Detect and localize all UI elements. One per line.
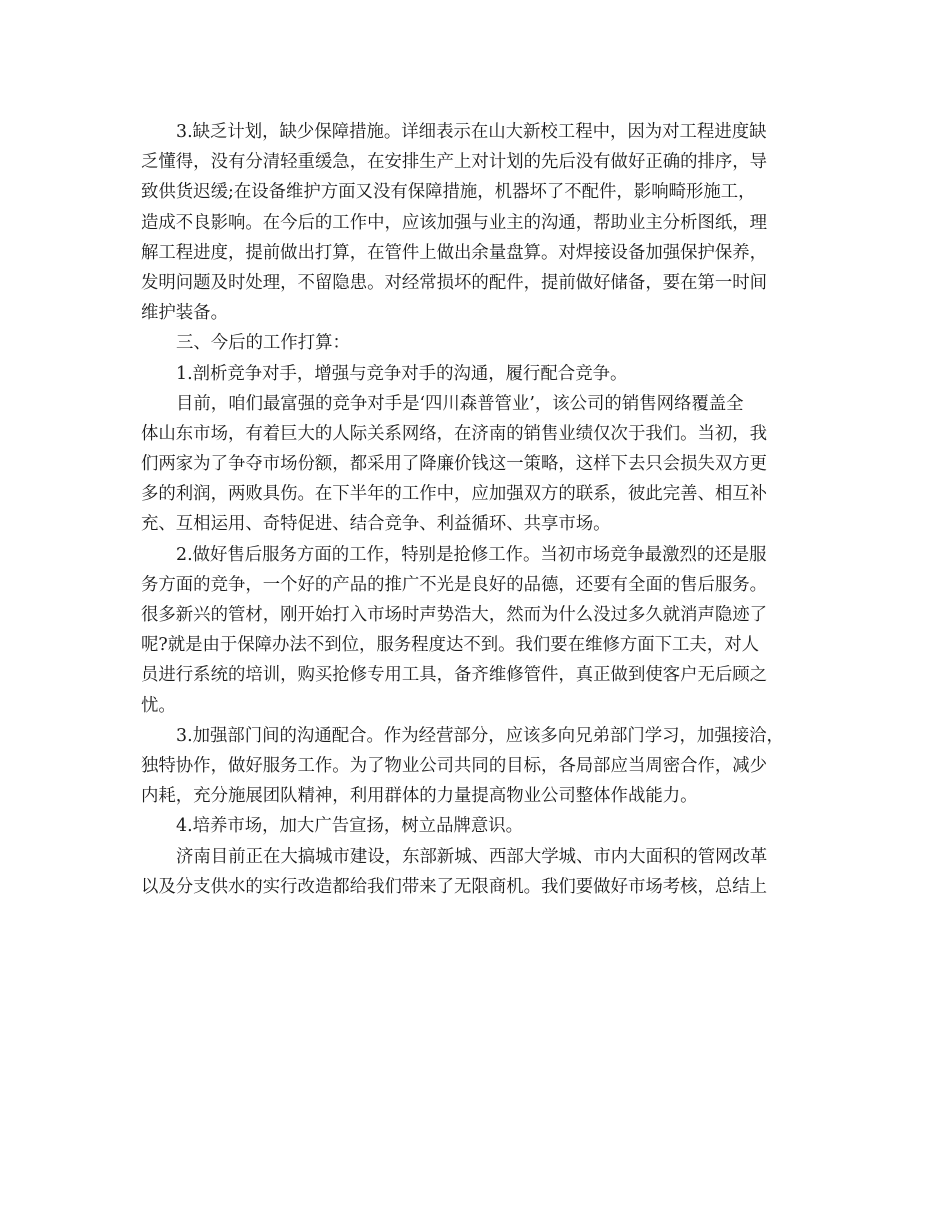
- text-line: 充、互相运用、奇特促进、结合竞争、利益循环、共享市场。: [141, 514, 611, 535]
- subsection-heading: 4.培养市场，加大广告宣扬，树立品牌意识。: [176, 816, 524, 837]
- text-line: 解工程进度，提前做出打算，在管件上做出余量盘算。对焊接设备加强保护保养，: [141, 242, 768, 263]
- text-line: 2.做好售后服务方面的工作，特别是抢修工作。当初市场竞争最激烈的还是服: [176, 544, 767, 565]
- text-line: 呢?就是由于保障办法不到位，服务程度达不到。我们要在维修方面下工夫，对人: [141, 635, 759, 656]
- text-line: 员进行系统的培训，购买抢修专用工具，备齐维修管件，真正做到使客户无后顾之: [141, 665, 768, 686]
- text-line: 3.缺乏计划，缺少保障措施。详细表示在山大新校工程中，因为对工程进度缺: [176, 122, 767, 142]
- text-line: 致供货迟缓;在设备维护方面又没有保障措施，机器坏了不配件，影响畸形施工，: [141, 182, 756, 203]
- text-line: 忧。: [141, 695, 176, 716]
- text-line: 济南目前正在大搞城市建设，东部新城、西部大学城、市内大面积的管网改革: [176, 846, 768, 867]
- text-line: 独特协作，做好服务工作。为了物业公司共同的目标，各局部应当周密合作，减少: [141, 755, 768, 776]
- text-line: 发明问题及时处理，不留隐患。对经常损坏的配件，提前做好储备，要在第一时间: [141, 272, 768, 293]
- text-line: 们两家为了争夺市场份额，都采用了降廉价钱这一策略，这样下去只会损失双方更: [141, 454, 768, 475]
- text-line: 3.加强部门间的沟通配合。作为经营部分，应该多向兄弟部门学习，加强接洽，: [176, 725, 784, 746]
- document-body: [141, 117, 824, 902]
- text-line: 造成不良影响。在今后的工作中，应该加强与业主的沟通，帮助业主分析图纸，理: [141, 212, 768, 233]
- subsection-heading: 1.剖析竞争对手，增强与竞争对手的沟通，履行配合竞争。: [176, 363, 628, 384]
- text-line: 乏懂得，没有分清轻重缓急，在安排生产上对计划的先后没有做好正确的排序，导: [141, 152, 768, 173]
- section-heading: 三、今后的工作打算：: [176, 333, 350, 354]
- text-line: 体山东市场，有着巨大的人际关系网络，在济南的销售业绩仅次于我们。当初，我: [141, 423, 768, 444]
- text-line: 务方面的竞争，一个好的产品的推广不光是良好的品德，还要有全面的售后服务。: [141, 574, 768, 595]
- text-line: 很多新兴的管材，刚开始打入市场时声势浩大，然而为什么没过多久就消声隐迹了: [141, 605, 768, 625]
- text-line: 以及分支供水的实行改造都给我们带来了无限商机。我们要做好市场考核，总结上: [141, 876, 768, 897]
- text-line: 目前，咱们最富强的竞争对手是‘四川森普管业’，该公司的销售网络覆盖全: [176, 393, 744, 414]
- text-line: 多的利润，两败具伤。在下半年的工作中，应加强双方的联系，彼此完善、相互补: [141, 484, 768, 505]
- text-line: 内耗，充分施展团队精神，利用群体的力量提高物业公司整体作战能力。: [141, 786, 698, 807]
- text-line: 维护装备。: [141, 303, 228, 324]
